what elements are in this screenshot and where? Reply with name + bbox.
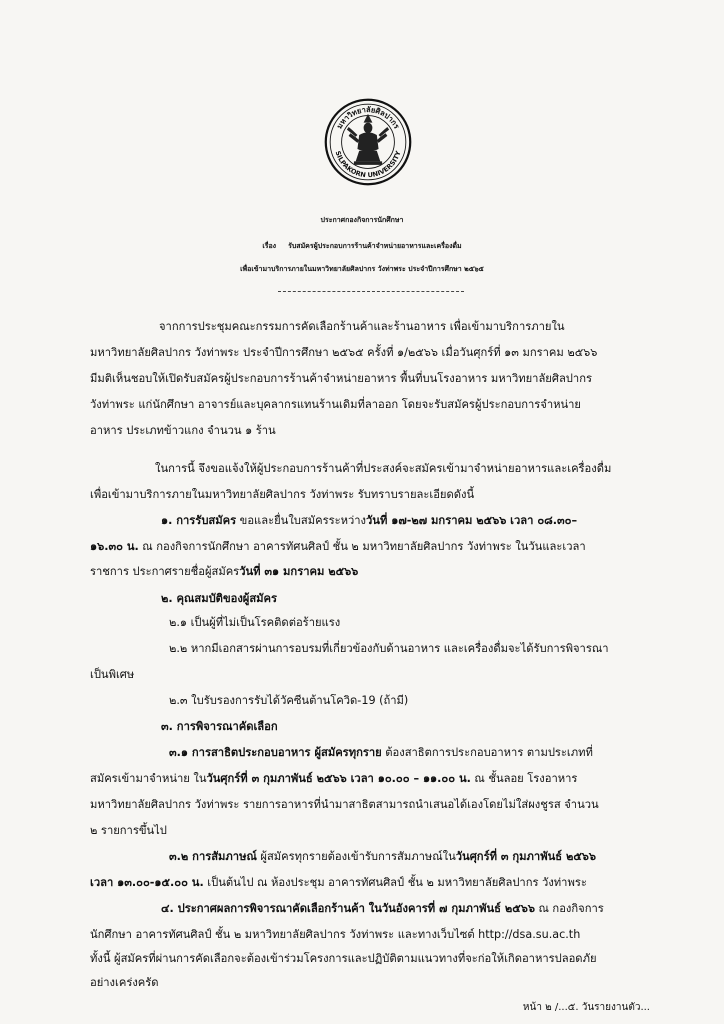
p2-line-1: ในการนี้ จึงขอแจ้งให้ผู้ประกอบการร้านค้าที่ประสงค์จะสมัครเข้ามาจำหน่ายอาหารและเครื่องดื่ม [155,462,612,475]
section-3-1-line-2: สมัครเข้ามาจำหน่าย ในวันศุกร์ที่ ๓ กุมภาพันธ์ ๒๕๖๖ เวลา ๑๐.๐๐ – ๑๑.๐๐ น. ณ ชั้นลอย โรงอาหาร [90,772,578,785]
section-3-1-line-3: มหาวิทยาลัยศิลปากร วังท่าพระ รายการอาหารที่นำมาสาธิตสามารถนำเสนอได้เองโดยไม่ใส่ผงชูรส จำนวน [90,798,599,811]
section-1-line-2: ๑๖.๓๐ น. ณ กองกิจการนักศึกษา อาคารทัศนศิลป์ ชั้น ๒ มหาวิทยาลัยศิลปากร วังท่าพระ ในวันและเวลา [90,540,586,553]
section-1-line-3: ราชการ ประกาศรายชื่อผู้สมัครวันที่ ๓๑ มกราคม ๒๕๖๖ [90,565,359,578]
subject-text: รับสมัครผู้ประกอบการร้านค้าจำหน่ายอาหารและเครื่องดื่ม [288,242,462,250]
subject-line-2: เพื่อเข้ามาบริการภายในมหาวิทยาลัยศิลปากร วังท่าพระ ประจำปีการศึกษา ๒๕๖๕ [240,265,484,273]
section-3-2-line-2: เวลา ๑๓.๐๐-๑๕.๐๐ น. เป็นต้นไป ณ ห้องประชุม อาคารทัศนศิลป์ ชั้น ๒ มหาวิทยาลัยศิลปากร วังท่าพระ [90,876,587,889]
p1-line-3: มีมติเห็นชอบให้เปิดรับสมัครผู้ประกอบการร้านค้าจำหน่ายอาหาร พื้นที่บนโรงอาหาร มหาวิทยาลัยศิลปากร [90,372,592,385]
seal-bottom-text: SILPAKORN UNIVERSITY [333,149,403,180]
section-1-line-1: ๑. การรับสมัคร ขอและยื่นใบสมัครระหว่างวันที่ ๑๗-๒๗ มกราคม ๒๕๖๖ เวลา ๐๘.๓๐– [161,514,578,527]
section-2-item-2: ๒.๒ หากมีเอกสารผ่านการอบรมที่เกี่ยวข้องกับด้านอาหาร และเครื่องดื่มจะได้รับการพิจารณา [169,642,609,655]
section-4-line-2: นักศึกษา อาคารทัศนศิลป์ ชั้น ๒ มหาวิทยาลัยศิลปากร วังท่าพระ และทางเว็บไซต์ http://dsa.su.ac.th [90,928,581,941]
p1-line-4: วังท่าพระ แก่นักศึกษา อาจารย์และบุคลากรแทนร้านเดิมที่ลาออก โดยจะรับสมัครผู้ประกอบการจำหน่าย [90,398,581,411]
deity-emblem-icon [347,114,389,165]
section-1-heading: ๑. การรับสมัคร [161,514,237,527]
section-2-item-2-cont: เป็นพิเศษ [90,668,135,681]
section-4-line-3: ทั้งนี้ ผู้สมัครที่ผ่านการคัดเลือกจะต้องเข้าร่วมโครงการและปฏิบัติตามแนวทางที่จะก่อให้เกิดอาหารปลอดภัย [90,952,597,965]
section-4-line-4: อย่างเคร่งครัด [90,976,159,989]
section-3-1-line-1: ๓.๑ การสาธิตประกอบอาหาร ผู้สมัครทุกราย ต้องสาธิตการประกอบอาหาร ตามประเภทที่ [169,746,593,759]
section-2-heading: ๒. คุณสมบัติของผู้สมัคร [161,592,278,605]
header-divider [278,291,464,292]
section-3-1-line-4: ๒ รายการขึ้นไป [90,824,167,837]
section-4-line-1: ๔. ประกาศผลการพิจารณาคัดเลือกร้านค้า ในวันอังคารที่ ๗ กุมภาพันธ์ ๒๕๖๖ ณ กองกิจการ [161,902,604,915]
section-2-item-1: ๒.๑ เป็นผู้ที่ไม่เป็นโรคติดต่อร้ายแรง [169,616,341,629]
p1-line-1: จากการประชุมคณะกรรมการคัดเลือกร้านค้าและร้านอาหาร เพื่อเข้ามาบริการภายใน [159,320,565,333]
subject-line-1 [0,239,724,253]
issuer-title: ประกาศกองกิจการนักศึกษา [320,216,404,224]
university-seal [324,98,412,186]
next-page-note: หน้า ๒ /...๕. วันรายงานตัว... [522,1002,650,1013]
p1-line-5: อาหาร ประเภทข้าวแกง จำนวน ๑ ร้าน [90,424,276,437]
subject-label: เรื่อง [262,242,277,250]
section-3-heading: ๓. การพิจารณาคัดเลือก [161,720,278,733]
p2-line-2: เพื่อเข้ามาบริการภายในมหาวิทยาลัยศิลปากร วังท่าพระ รับทราบรายละเอียดดังนี้ [90,488,475,501]
p1-line-2: มหาวิทยาลัยศิลปากร วังท่าพระ ประจำปีการศึกษา ๒๕๖๕ ครั้งที่ ๑/๒๕๖๖ เมื่อวันศุกร์ที่ ๑๓ มกราคม ๒๕๖๖ [90,346,598,359]
seal-top-text: มหาวิทยาลัยศิลปากร [334,105,402,131]
section-2-item-3: ๒.๓ ใบรับรองการรับได้วัคซีนต้านโควิด-19 (ถ้ามี) [169,694,409,707]
section-3-2-line-1: ๓.๒ การสัมภาษณ์ ผู้สมัครทุกรายต้องเข้ารับการสัมภาษณ์ในวันศุกร์ที่ ๓ กุมภาพันธ์ ๒๕๖๖ [169,850,596,863]
